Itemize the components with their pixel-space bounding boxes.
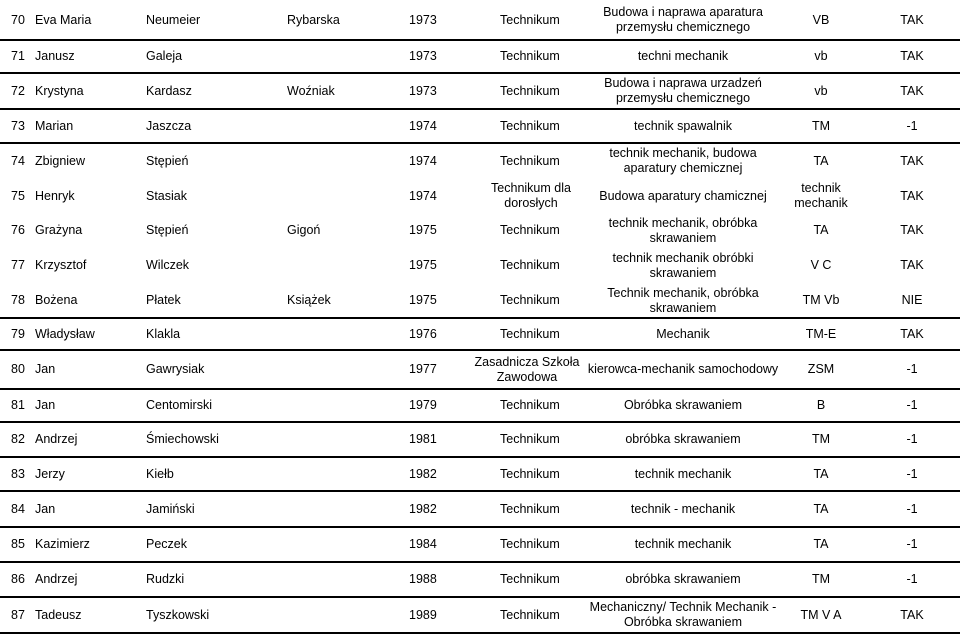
cell-number: 79 xyxy=(11,326,25,341)
cell-year: 1974 xyxy=(409,188,437,203)
cell-last-name: Wilczek xyxy=(146,258,190,272)
cell-profession: Budowa aparatury chamicznej xyxy=(599,188,767,203)
cell-last-name: Tyszkowski xyxy=(146,607,210,622)
cell-title: vb xyxy=(814,49,828,63)
cell-title: TM-E xyxy=(805,326,837,341)
cell-number: 78 xyxy=(11,293,25,307)
cell-last-name: Rudzki xyxy=(146,572,185,586)
cell-title: technik mechanik xyxy=(794,181,848,210)
row-divider xyxy=(0,72,960,74)
cell-profession: technik spawalnik xyxy=(634,118,732,133)
cell-year: 1975 xyxy=(409,258,437,272)
cell-last-name: Stasiak xyxy=(146,188,187,203)
cell-school: Technikum dla dorosłych xyxy=(491,181,571,210)
row-divider xyxy=(0,421,960,423)
cell-first-name: Andrzej xyxy=(35,572,78,586)
cell-school: Zasadnicza Szkoła Zawodowa xyxy=(474,354,580,384)
cell-maiden-name: Książek xyxy=(287,293,331,307)
cell-status: -1 xyxy=(906,572,918,586)
cell-school: Technikum xyxy=(500,537,560,551)
row-divider xyxy=(0,388,960,390)
cell-first-name: Grażyna xyxy=(35,223,83,237)
cell-profession: technik mechanik, budowa aparatury chemicznej xyxy=(609,146,757,175)
cell-status: TAK xyxy=(900,188,924,203)
cell-status: TAK xyxy=(900,258,924,272)
row-divider xyxy=(0,526,960,528)
row-divider xyxy=(0,596,960,598)
cell-year: 1974 xyxy=(409,153,437,168)
cell-year: 1973 xyxy=(409,83,437,98)
cell-number: 82 xyxy=(11,432,25,446)
row-divider xyxy=(0,561,960,563)
cell-number: 84 xyxy=(11,501,25,516)
cell-number: 72 xyxy=(11,83,25,98)
cell-profession: techni mechanik xyxy=(637,49,729,63)
cell-maiden-name: Woźniak xyxy=(287,83,335,98)
cell-school: Technikum xyxy=(500,118,560,133)
cell-school: Technikum xyxy=(500,432,560,446)
cell-profession: technik - mechanik xyxy=(630,501,736,516)
row-divider xyxy=(0,108,960,110)
cell-number: 83 xyxy=(11,466,25,481)
cell-title: TA xyxy=(813,501,829,516)
cell-last-name: Centomirski xyxy=(146,398,212,412)
cell-first-name: Zbigniew xyxy=(35,153,86,168)
row-divider xyxy=(0,349,960,351)
cell-number: 87 xyxy=(11,607,25,622)
cell-title: V C xyxy=(810,258,832,272)
row-divider xyxy=(0,456,960,458)
row-divider xyxy=(0,317,960,319)
cell-school: Technikum xyxy=(500,466,560,481)
cell-profession: Budowa i naprawa aparatura przemysłu chemicznego xyxy=(603,5,763,34)
cell-school: Technikum xyxy=(500,326,560,341)
cell-profession: technik mechanik, obróbka skrawaniem xyxy=(608,215,758,245)
cell-title: ZSM xyxy=(807,362,835,376)
cell-last-name: Kardasz xyxy=(146,83,192,98)
cell-last-name: Stępień xyxy=(146,153,189,168)
cell-status: TAK xyxy=(900,49,924,63)
cell-status: -1 xyxy=(906,501,918,516)
cell-year: 1988 xyxy=(409,572,437,586)
cell-year: 1975 xyxy=(409,293,437,307)
cell-profession: kierowca-mechanik samochodowy xyxy=(587,362,779,376)
cell-number: 76 xyxy=(11,223,25,237)
cell-school: Technikum xyxy=(500,258,560,272)
cell-school: Technikum xyxy=(500,501,560,516)
cell-last-name: Płatek xyxy=(146,293,181,307)
cell-number: 70 xyxy=(11,12,25,27)
cell-title: B xyxy=(816,398,826,412)
row-divider xyxy=(0,490,960,492)
cell-last-name: Kiełb xyxy=(146,466,174,481)
cell-school: Technikum xyxy=(500,223,560,237)
cell-number: 74 xyxy=(11,153,25,168)
cell-year: 1981 xyxy=(409,432,437,446)
cell-title: TM xyxy=(811,118,831,133)
cell-status: -1 xyxy=(906,537,918,551)
cell-first-name: Janusz xyxy=(35,49,75,63)
cell-title: TM Vb xyxy=(802,293,840,307)
cell-status: TAK xyxy=(900,12,924,27)
cell-number: 80 xyxy=(11,362,25,376)
cell-first-name: Krzysztof xyxy=(35,258,87,272)
cell-first-name: Marian xyxy=(35,118,74,133)
cell-profession: Obróbka skrawaniem xyxy=(623,398,743,412)
cell-last-name: Jamiński xyxy=(146,501,195,516)
cell-school: Technikum xyxy=(500,83,560,98)
cell-school: Technikum xyxy=(500,49,560,63)
cell-first-name: Andrzej xyxy=(35,432,78,446)
cell-profession: Budowa i naprawa urzadzeń przemysłu chemicznego xyxy=(604,76,762,105)
cell-school: Technikum xyxy=(500,572,560,586)
cell-first-name: Władysław xyxy=(35,326,95,341)
cell-profession: obróbka skrawaniem xyxy=(625,572,741,586)
cell-profession: technik mechanik xyxy=(634,537,732,551)
cell-year: 1973 xyxy=(409,12,437,27)
cell-year: 1977 xyxy=(409,362,437,376)
cell-school: Technikum xyxy=(500,153,560,168)
cell-year: 1982 xyxy=(409,466,437,481)
cell-profession: Mechaniczny/ Technik Mechanik - Obróbka skrawaniem xyxy=(589,600,777,629)
cell-year: 1982 xyxy=(409,501,437,516)
cell-year: 1975 xyxy=(409,223,437,237)
cell-status: -1 xyxy=(906,432,918,446)
cell-maiden-name: Rybarska xyxy=(287,12,340,27)
cell-last-name: Klakla xyxy=(146,326,181,341)
cell-status: NIE xyxy=(901,293,923,307)
cell-first-name: Jan xyxy=(35,362,56,376)
row-divider xyxy=(0,142,960,144)
cell-title: TA xyxy=(813,223,829,237)
cell-first-name: Jan xyxy=(35,398,56,412)
cell-title: vb xyxy=(814,83,828,98)
cell-profession: Technik mechanik, obróbka skrawaniem xyxy=(607,285,759,315)
cell-last-name: Śmiechowski xyxy=(146,432,219,446)
cell-year: 1976 xyxy=(409,326,437,341)
cell-number: 77 xyxy=(11,258,25,272)
cell-title: TA xyxy=(813,466,829,481)
cell-last-name: Peczek xyxy=(146,537,187,551)
cell-first-name: Tadeusz xyxy=(35,607,82,622)
cell-number: 81 xyxy=(11,398,25,412)
cell-last-name: Galeja xyxy=(146,49,183,63)
cell-status: TAK xyxy=(900,326,924,341)
cell-year: 1974 xyxy=(409,118,437,133)
cell-title: TM xyxy=(811,432,831,446)
cell-number: 75 xyxy=(11,188,25,203)
cell-status: -1 xyxy=(906,362,918,376)
cell-last-name: Neumeier xyxy=(146,12,201,27)
cell-status: TAK xyxy=(900,223,924,237)
cell-profession: Mechanik xyxy=(656,326,710,341)
cell-first-name: Krystyna xyxy=(35,83,84,98)
cell-year: 1979 xyxy=(409,398,437,412)
cell-status: TAK xyxy=(900,153,924,168)
cell-profession: technik mechanik obróbki skrawaniem xyxy=(612,250,754,280)
cell-last-name: Jaszcza xyxy=(146,118,192,133)
cell-status: TAK xyxy=(900,83,924,98)
cell-maiden-name: Gigoń xyxy=(287,223,321,237)
cell-first-name: Jerzy xyxy=(35,466,65,481)
cell-status: -1 xyxy=(906,466,918,481)
cell-school: Technikum xyxy=(500,293,560,307)
cell-year: 1989 xyxy=(409,607,437,622)
cell-status: -1 xyxy=(906,398,918,412)
cell-school: Technikum xyxy=(500,12,560,27)
cell-school: Technikum xyxy=(500,398,560,412)
cell-first-name: Eva Maria xyxy=(35,12,92,27)
cell-title: TM V A xyxy=(800,607,842,622)
cell-first-name: Kazimierz xyxy=(35,537,90,551)
row-divider xyxy=(0,39,960,41)
cell-last-name: Stępień xyxy=(146,223,189,237)
cell-title: TA xyxy=(813,537,829,551)
cell-year: 1973 xyxy=(409,49,437,63)
cell-number: 86 xyxy=(11,572,25,586)
cell-number: 85 xyxy=(11,537,25,551)
cell-title: TM xyxy=(811,572,831,586)
cell-last-name: Gawrysiak xyxy=(146,362,205,376)
cell-status: -1 xyxy=(906,118,918,133)
cell-profession: technik mechanik xyxy=(634,466,732,481)
cell-number: 73 xyxy=(11,118,25,133)
cell-profession: obróbka skrawaniem xyxy=(625,432,741,446)
cell-first-name: Henryk xyxy=(35,188,75,203)
cell-year: 1984 xyxy=(409,537,437,551)
cell-first-name: Bożena xyxy=(35,293,78,307)
cell-title: VB xyxy=(812,12,830,27)
cell-first-name: Jan xyxy=(35,501,56,516)
cell-number: 71 xyxy=(11,49,25,63)
cell-title: TA xyxy=(813,153,829,168)
cell-school: Technikum xyxy=(500,607,560,622)
cell-status: TAK xyxy=(900,607,924,622)
